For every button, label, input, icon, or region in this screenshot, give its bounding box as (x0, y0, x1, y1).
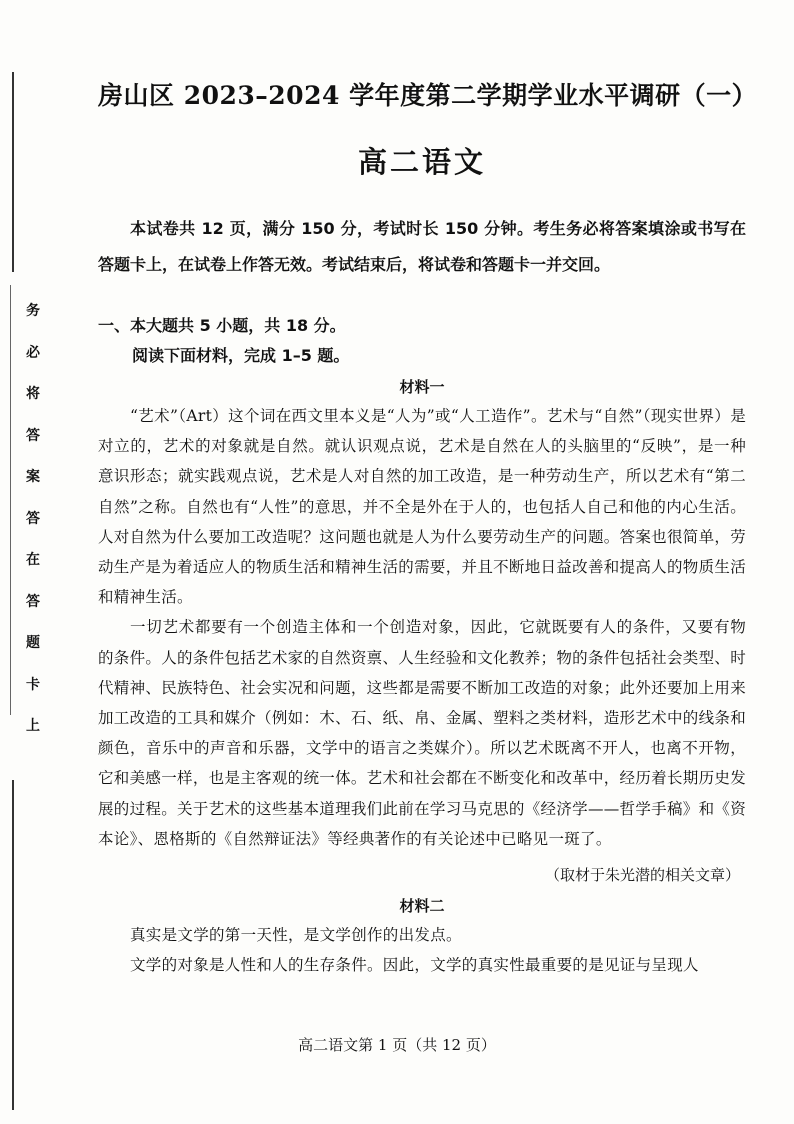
binding-char: 案 (26, 469, 40, 485)
binding-line (10, 285, 11, 715)
main-content (98, 72, 758, 980)
binding-char: 必 (26, 344, 40, 361)
material-two-paragraph: 文学的对象是人性和人的生存条件。因此，文学的真实性最重要的是见证与呈现人 (130, 956, 699, 975)
binding-char: 答 (26, 510, 40, 527)
material-two-paragraph: 真实是文学的第一天性，是文学创作的出发点。 (130, 926, 462, 945)
binding-margin (0, 0, 70, 1124)
binding-char: 上 (26, 718, 40, 734)
material-two-title: 材料二 (399, 897, 445, 916)
subject-title: 高二语文 (357, 145, 486, 179)
binding-line (12, 780, 14, 1110)
material-one-title: 材料一 (399, 378, 445, 396)
binding-char: 题 (26, 635, 40, 651)
page-footer: 高二语文第 1 页（共 12 页） (298, 1036, 496, 1054)
section-direction: 阅读下面材料，完成 1–5 题。 (132, 346, 350, 365)
binding-char: 务 (26, 303, 40, 319)
binding-char: 卡 (26, 676, 40, 693)
section-heading: 一、本大题共 5 小题，共 18 分。 (98, 316, 346, 335)
binding-char: 在 (26, 552, 40, 568)
material-one-source: （取材于朱光潜的相关文章） (544, 866, 740, 885)
binding-char: 答 (26, 593, 40, 610)
exam-title: 房山区 2023–2024 学年度第二学期学业水平调研（一） (98, 81, 758, 110)
material-one-paragraph: “艺术”（Art）这个词在西文里本义是“人为”或“人工造作”。艺术与“自然”（现实世界）是对立的，艺术的对象就是自然。就认识观点说，艺术是自然在人的头脑里的“反映”，是一种意识形态；就实践观点说，艺术是人对自然的加工改造，是一种劳动生产，所以艺术有“第二自然”之称。自然也有“人性”的意思，并不全是外在于人的，也包括人自己和他的内心生活。人对自然为什么要加工改造呢？这问题也就是人为什么要劳动生产的问题。答案也很简单，劳动生产是为着适应人的物质生活和精神生活的需要，并且不断地日益改善和提高人的物质生活和精神生活。 (98, 407, 746, 607)
binding-line (12, 72, 14, 272)
material-one-paragraph: 一切艺术都要有一个创造主体和一个创造对象，因此，它就既要有人的条件，又要有物的条件。人的条件包括艺术家的自然资禀、人生经验和文化教养；物的条件包括社会类型、时代精神、民族特色、社会实况和问题，这些都是需要不断加工改造的对象；此外还要加上用来加工改造的工具和媒介（例如：木、石、纸、帛、金属、塑料之类材料，造形艺术中的线条和颜色，音乐中的声音和乐器，文学中的语言之类媒介）。所以艺术既离不开人，也离不开物，它和美感一样，也是主客观的统一体。艺术和社会都在不断变化和改革中，经历着长期历史发展的过程。关于艺术的这些基本道理我们此前在学习马克思的《经济学——哲学手稿》和《资本论》、恩格斯的《自然辩证法》等经典著作的有关论述中已略见一斑了。 (98, 618, 746, 848)
binding-char: 将 (26, 386, 40, 402)
binding-char: 答 (26, 427, 40, 444)
exam-instructions: 本试卷共 12 页，满分 150 分，考试时长 150 分钟。考生务必将答案填涂或书写在答题卡上，在试卷上作答无效。考试结束后，将试卷和答题卡一并交回。 (98, 219, 746, 274)
binding-notice (22, 302, 44, 759)
